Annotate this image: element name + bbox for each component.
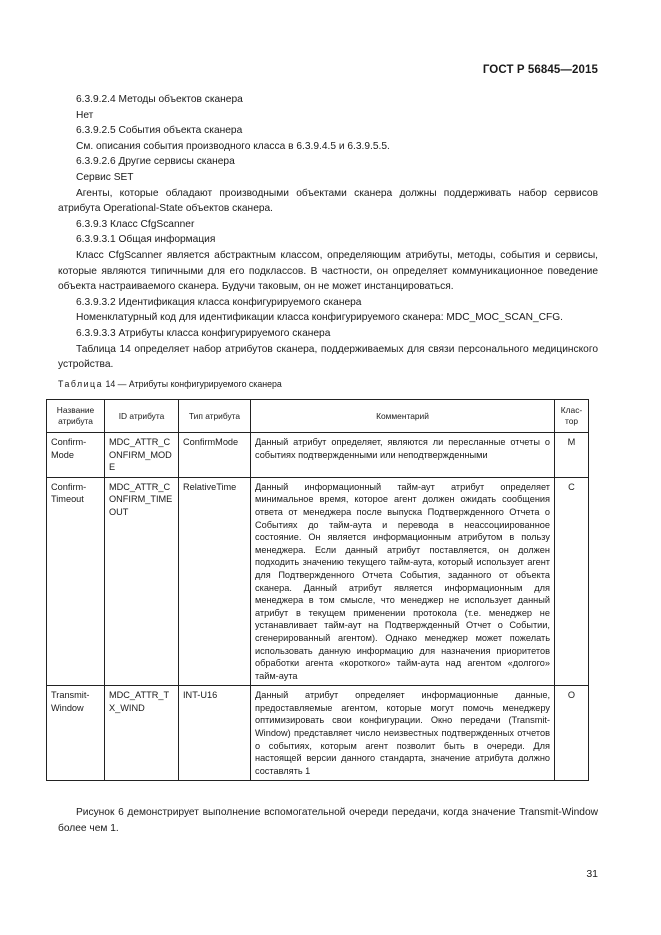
attribute-comment: Данный атрибут определяет информационные данные, предоставляемые агентом, которые могут помочь менеджеру оптимизировать свои конфигурации. Окно передачи (Transmit-Window) представляет число неизвестных подтвержденных отчетов о событиях, которым агент позволит быть в очереди. Для настоящей версии данного стандарта, значение атрибута должно составлять 1: [251, 686, 555, 781]
section-heading: 6.3.9.3 Класс CfgScanner: [76, 218, 195, 230]
section-heading: 6.3.9.3.1 Общая информация: [76, 234, 216, 246]
table-row: [47, 477, 589, 686]
paragraph: Таблица 14 определяет набор атрибутов сканера, поддерживаемых для связи персонального медицинского устройства.: [58, 343, 598, 371]
attribute-qualifier: O: [555, 686, 589, 781]
paragraph-after-table: Рисунок 6 демонстрирует выполнение вспомогательной очереди передачи, когда значение Transmit-Window более чем 1.: [58, 807, 598, 834]
table-header-row: [47, 400, 589, 433]
column-header: Комментарий: [251, 400, 555, 433]
attribute-type: RelativeTime: [179, 477, 251, 686]
section-heading: 6.3.9.2.5 События объекта сканера: [76, 125, 243, 137]
main-text: [58, 92, 598, 373]
section-heading: 6.3.9.3.2 Идентификация класса конфигурируемого сканера: [76, 296, 362, 308]
attribute-name: Transmit-Window: [47, 686, 105, 781]
attribute-type: INT-U16: [179, 686, 251, 781]
paragraph: Сервис SET: [76, 171, 134, 183]
attribute-comment: Данный информационный тайм-аут атрибут определяет минимальное время, которое агент должен ожидать сообщения ответа от менеджера после выпуска Подтвержденного Отчета о Событиях до тайм-аута и перевода в неассоциированное состояние. Он является информационным атрибутом в пользу менеджера. Если данный атрибут поставляется, он должен подходить значению текущего тайм-аута, который использует агент для Подтвержденного Отчета События, заданного от объекта сканера. Данный атрибут является информационным для менеджера в том смысле, что менеджер не использует данный атрибут в текущем применении протокола (т.е. менеджер не устанавливает тайм-аут на Подтвержденный Отчет о Событии, сгенерированный агентом). Однако менеджер может пожелать использовать данную информацию для назначения приоритетов обработки агента «короткого» тайм-аута над агентом «долгого» тайм-аута: [251, 477, 555, 686]
attribute-id: MDC_ATTR_TX_WIND: [105, 686, 179, 781]
paragraph: Агенты, которые обладают производными объектами сканера должны поддерживать набор сервисов атрибута Operational-State объектов сканера.: [58, 187, 598, 215]
paragraph: Номенклатурный код для идентификации класса конфигурируемого сканера: MDC_MOC_SCAN_CFG.: [76, 312, 563, 324]
document-header: ГОСТ Р 56845—2015: [482, 64, 598, 76]
table-row: [47, 433, 589, 478]
attribute-id: MDC_ATTR_CONFIRM_TIMEOUT: [105, 477, 179, 686]
attribute-qualifier: M: [555, 433, 589, 478]
section-heading: 6.3.9.2.4 Методы объектов сканера: [76, 94, 243, 105]
table-caption-text: 14 — Атрибуты конфигурируемого сканера: [105, 379, 282, 389]
column-header: ID атрибута: [105, 400, 179, 433]
paragraph: См. описания события производного класса в 6.3.9.4.5 и 6.3.9.5.5.: [76, 140, 390, 152]
attributes-table: [46, 399, 589, 781]
attribute-qualifier: C: [555, 477, 589, 686]
paragraph: Нет: [76, 109, 94, 121]
table-caption: [58, 379, 282, 389]
attribute-id: MDC_ATTR_CONFIRM_MODE: [105, 433, 179, 478]
attribute-name: Confirm-Timeout: [47, 477, 105, 686]
attribute-name: Confirm-Mode: [47, 433, 105, 478]
table-row: [47, 686, 589, 781]
table-caption-prefix: Таблица: [58, 379, 103, 389]
attribute-comment: Данный атрибут определяет, являются ли пересланные отчеты о событиях подтвержденными или неподтвержденными: [251, 433, 555, 478]
page-number: 31: [586, 868, 598, 880]
column-header: Клас-тор: [555, 400, 589, 433]
section-heading: 6.3.9.3.3 Атрибуты класса конфигурируемого сканера: [76, 327, 331, 339]
column-header: Название атрибута: [47, 400, 105, 433]
section-heading: 6.3.9.2.6 Другие сервисы сканера: [76, 156, 235, 168]
column-header: Тип атрибута: [179, 400, 251, 433]
paragraph: Класс CfgScanner является абстрактным классом, определяющим атрибуты, методы, события и сервисы, которые являются типичными для его подклассов. В частности, он определяет коммуникационное поведение объекта настраиваемого сканера. Будучи таковым, он не может инстанцироваться.: [58, 249, 598, 293]
attribute-type: ConfirmMode: [179, 433, 251, 478]
